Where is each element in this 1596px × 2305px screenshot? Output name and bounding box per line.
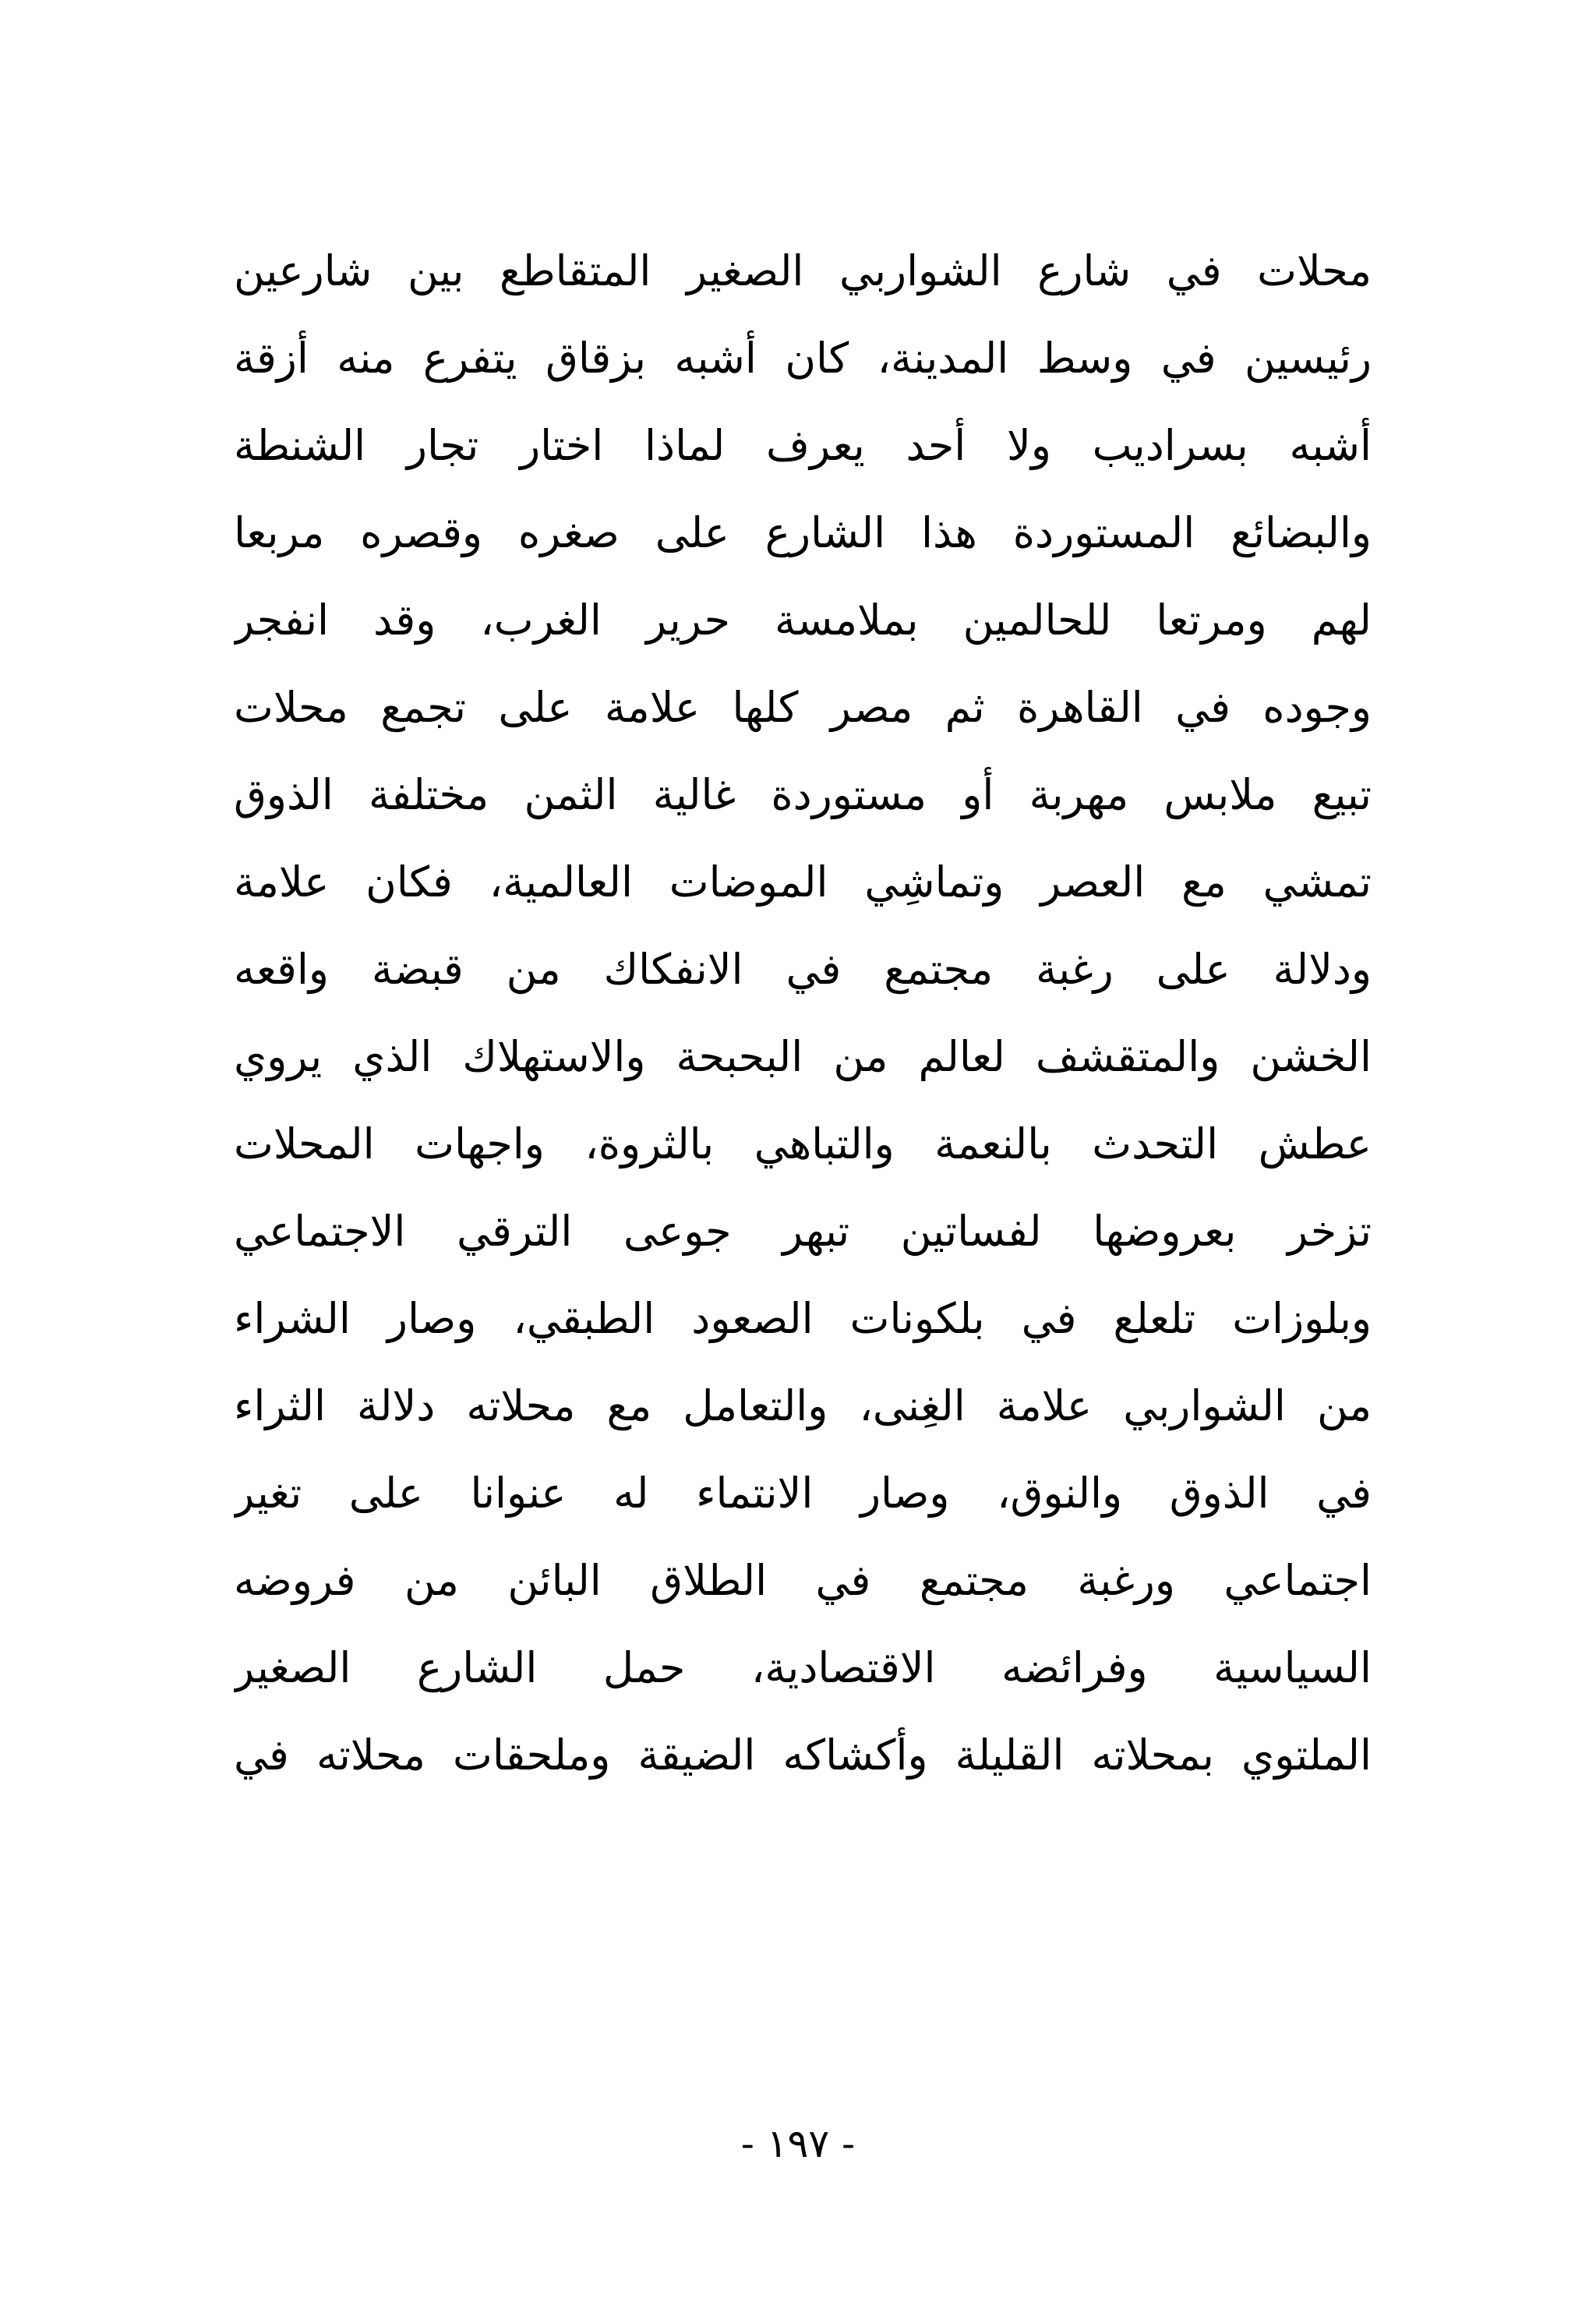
text-line: الملتوي بمحلاته القليلة وأكشاكه الضيقة وملحقات محلاته في	[234, 1731, 1372, 1780]
text-line: عطش التحدث بالنعمة والتباهي بالثروة، واجهات المحلات	[234, 1119, 1372, 1168]
text-line: تبيع ملابس مهربة أو مستوردة غالية الثمن مختلفة الذوق	[234, 770, 1372, 819]
text-line: تمشي مع العصر وتماشِي الموضات العالمية، فكان علامة	[234, 857, 1372, 907]
text-line: وجوده في القاهرة ثم مصر كلها علامة على تجمع محلات	[234, 683, 1372, 732]
body-paragraph	[234, 228, 1372, 1799]
text-line: في الذوق والنوق، وصار الانتماء له عنوانا على تغير	[234, 1469, 1372, 1518]
text-line: أشبه بسراديب ولا أحد يعرف لماذا اختار تجار الشنطة	[234, 421, 1372, 470]
text-line: وبلوزات تلعلع في بلكونات الصعود الطبقي، وصار الشراء	[234, 1294, 1372, 1343]
text-line: تزخر بعروضها لفساتين تبهر جوعى الترقي الاجتماعي	[234, 1207, 1372, 1256]
page-number: - ١٩٧ -	[740, 2121, 856, 2166]
text-line: السياسية وفرائضه الاقتصادية، حمل الشارع الصغير	[234, 1643, 1372, 1692]
text-line: والبضائع المستوردة هذا الشارع على صغره وقصره مربعا	[234, 508, 1372, 557]
text-line: الخشن والمتقشف لعالم من البحبحة والاستهلاك الذي يروي	[234, 1032, 1372, 1081]
text-line: لهم ومرتعا للحالمين بملامسة حرير الغرب، وقد انفجر	[234, 596, 1372, 645]
text-line: اجتماعي ورغبة مجتمع في الطلاق البائن من فروضه	[234, 1556, 1372, 1605]
text-line: رئيسين في وسط المدينة، كان أشبه بزقاق يتفرع منه أزقة	[234, 334, 1372, 383]
text-line: ودلالة على رغبة مجتمع في الانفكاك من قبضة واقعه	[234, 945, 1372, 994]
text-line: من الشواربي علامة الغِنى، والتعامل مع محلاته دلالة الثراء	[234, 1381, 1372, 1430]
text-line: محلات في شارع الشواربي الصغير المتقاطع بين شارعين	[234, 246, 1372, 295]
